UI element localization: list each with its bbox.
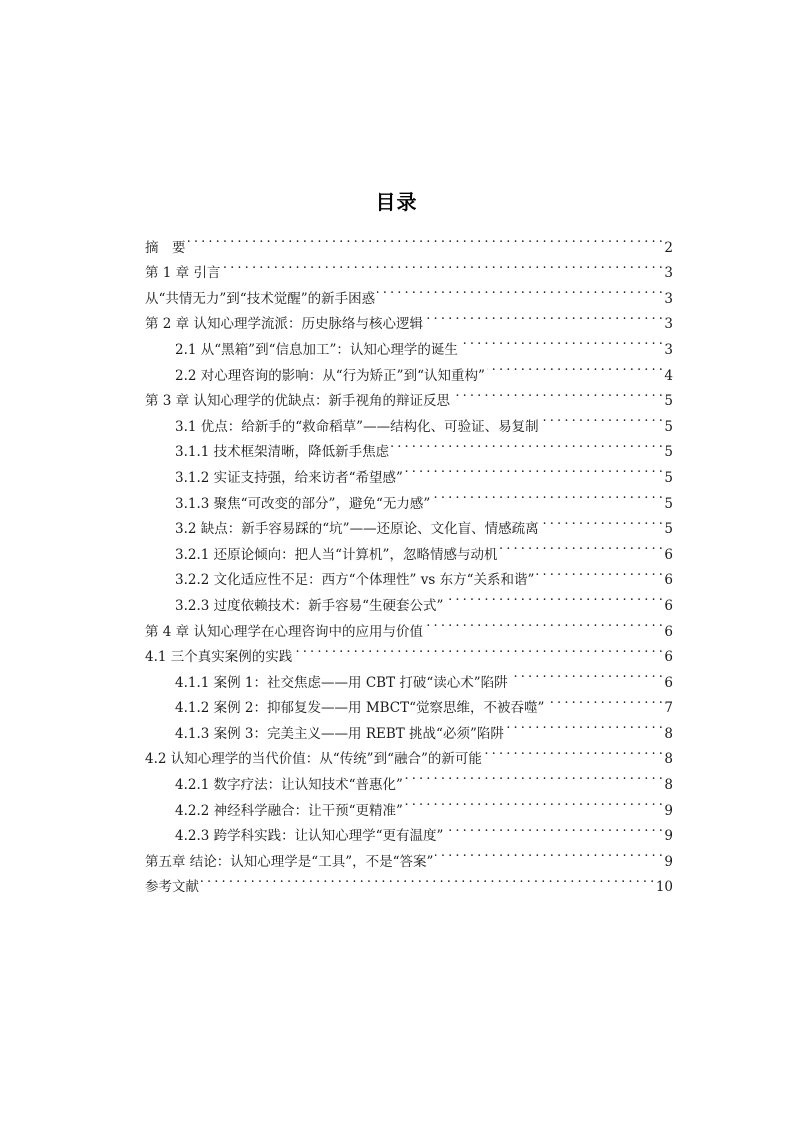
dot-leader (435, 840, 662, 866)
toc-entry-label: 4.1.1 案例 1：社交焦虑——用 CBT 打破“读心术”陷阱 (175, 674, 508, 691)
toc-page-number: 5 (664, 444, 673, 461)
dot-leader (445, 815, 662, 841)
toc-page-number: 7 (664, 700, 673, 717)
dot-leader (405, 789, 662, 815)
toc-page-number: 3 (664, 316, 673, 333)
toc-entry-label: 第 3 章 认知心理学的优缺点：新手视角的辩证反思 (145, 393, 450, 410)
toc-page-number: 4 (664, 367, 673, 384)
toc-entry-label: 4.1 三个真实案例的实践 (145, 649, 293, 666)
dot-leader (405, 456, 662, 482)
toc-entry-references[interactable] (145, 866, 673, 896)
toc-page-number: 6 (664, 546, 673, 563)
toc-entry-label: 3.1.2 实证支持强，给来访者“希望感” (175, 469, 403, 486)
dot-leader (425, 610, 662, 636)
toc-entry-abstract[interactable] (145, 226, 673, 256)
toc-entry-label: 3.1.3 聚焦“可改变的部分”，避免“无力感” (175, 495, 431, 512)
toc-title: 目录 (375, 190, 418, 214)
dot-leader (510, 661, 663, 687)
dot-leader (201, 866, 654, 892)
toc-entry-novice-confusion[interactable] (145, 277, 673, 307)
toc-entry-label: 4.2.3 跨学科实践：让认知心理学“更有温度” (175, 828, 444, 845)
dot-leader (445, 584, 662, 610)
dot-leader (391, 431, 662, 457)
toc-page-number: 3 (664, 290, 673, 307)
dot-leader (546, 687, 662, 713)
toc-page-number: 5 (664, 393, 673, 410)
toc-page-number: 2 (664, 239, 673, 256)
toc-entry-label: 参考文献 (145, 879, 199, 896)
toc-entry-chapter-1[interactable] (145, 252, 673, 282)
toc-entry-label: 4.1.2 案例 2：抑郁复发——用 MBCT“觉察思维，不被吞噬” (175, 700, 545, 717)
toc-entry-label: 第 2 章 认知心理学流派：历史脉络与核心逻辑 (145, 316, 423, 333)
dot-leader (452, 380, 662, 406)
toc-entry-label: 3.2.2 文化适应性不足：西方“个体理性” vs 东方“关系和谐” (175, 572, 535, 589)
table-of-contents (145, 226, 673, 896)
dot-leader (377, 277, 662, 303)
dot-leader (499, 533, 662, 559)
toc-page-number: 6 (664, 572, 673, 589)
toc-entry-label: 第五章 结论：认知心理学是“工具”，不是“答案” (145, 853, 434, 870)
toc-entry-label: 第 4 章 认知心理学在心理咨询中的应用与价值 (145, 623, 423, 640)
toc-page-number: 3 (664, 341, 673, 358)
toc-page-number: 5 (664, 521, 673, 538)
toc-page-number: 6 (664, 597, 673, 614)
toc-entry-label: 3.2.1 还原论倾向：把人当“计算机”，忽略情感与动机 (175, 546, 498, 563)
dot-leader (487, 354, 663, 380)
toc-page-number: 9 (664, 853, 673, 870)
toc-page-number: 5 (664, 495, 673, 512)
dot-leader (506, 712, 663, 738)
toc-page-number: 6 (664, 649, 673, 666)
toc-entry-label: 3.2 缺点：新手容易踩的“坑”——还原论、文化盲、情感疏离 (175, 521, 539, 538)
toc-entry-label: 3.1 优点：给新手的“救命稻草”——结构化、可验证、易复制 (175, 418, 539, 435)
dot-leader (536, 559, 662, 585)
dot-leader (294, 636, 662, 662)
toc-entry-label: 3.1.1 技术框架清晰，降低新手焦虑 (175, 444, 390, 461)
dot-leader (405, 763, 662, 789)
toc-entry-label: 从“共情无力”到“技术觉醒”的新手困惑 (145, 290, 376, 307)
dot-leader (432, 482, 662, 508)
toc-page-number: 6 (664, 674, 673, 691)
dot-leader (541, 508, 663, 534)
toc-entry-label: 4.2 认知心理学的当代价值：从“传统”到“融合”的新可能 (145, 751, 482, 768)
toc-page-number: 5 (664, 469, 673, 486)
toc-entry-label: 4.2.1 数字疗法：让认知技术“普惠化” (175, 777, 403, 794)
toc-page-number: 9 (664, 828, 673, 845)
toc-entry-label: 4.1.3 案例 3：完美主义——用 REBT 挑战“必须”陷阱 (175, 725, 504, 742)
dot-leader (425, 303, 662, 329)
toc-entry-label: 3.2.3 过度依赖技术：新手容易“生硬套公式” (175, 597, 444, 614)
toc-page-number: 3 (664, 265, 673, 282)
toc-entry-label: 第 1 章 引言 (145, 265, 221, 282)
toc-page-number: 8 (664, 777, 673, 794)
dot-leader (222, 252, 662, 278)
toc-page-number: 6 (664, 623, 673, 640)
toc-entry-label: 2.2 对心理咨询的影响：从“行为矫正”到“认知重构” (175, 367, 485, 384)
toc-entry-label: 4.2.2 神经科学融合：让干预“更精准” (175, 802, 403, 819)
toc-page-number: 5 (664, 418, 673, 435)
toc-page-number: 8 (664, 725, 673, 742)
toc-entry-label: 摘 要 (145, 239, 186, 256)
dot-leader (484, 738, 663, 764)
toc-page-number: 9 (664, 802, 673, 819)
toc-page-number: 10 (655, 879, 673, 896)
dot-leader (188, 226, 663, 252)
toc-entry-label: 2.1 从“黑箱”到“信息加工”：认知心理学的诞生 (175, 341, 458, 358)
dot-leader (460, 328, 663, 354)
dot-leader (541, 405, 663, 431)
toc-page-number: 8 (664, 751, 673, 768)
